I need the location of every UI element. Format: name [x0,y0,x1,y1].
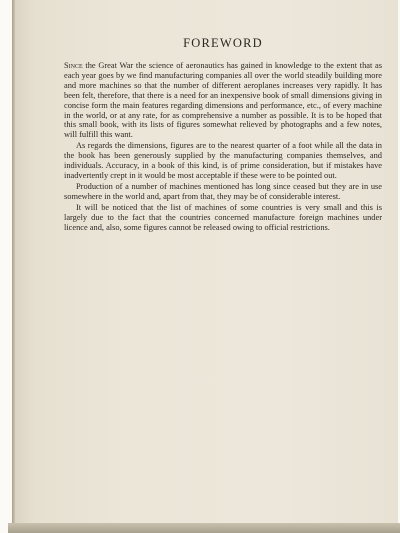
foreword-heading: FOREWORD [183,36,263,50]
page-gutter [12,0,15,533]
paragraph-1-text: the Great War the science of aeronautics has gained in knowledge to the extent that as each year goes by we find manufacturing companies all over the world steadily building more and more machines so that the number of different aeroplanes increases very rapidly. It has been felt, therefore, that there is a need for an inexpensive book of small dimensions giving in concise form the main features regarding dimensions and performance, etc., of every machine in the world, or at any rate, for as comprehensive a number as possible. It is to be hoped that this small book, with its lists of figures somewhat relieved by photographs and a few notes, will fulfill this want. [64,61,382,140]
book-cover-edge [8,523,400,533]
foreword-text [64,36,382,233]
paragraph-2: As regards the dimensions, figures are to the nearest quarter of a foot while all the data in the book has been generously supplied by the manufacturing companies themselves, and individuals. Accuracy, in a book of this kind, is of prime consideration, but if mistakes have inadvertently crept in it would be most acceptable if these were to be pointed out. [64,141,382,180]
lead-word: Since [64,61,83,70]
paragraph-1 [64,61,382,140]
paragraph-3: Production of a number of machines mentioned has long since ceased but they are in use somewhere in the world and, apart from that, they may be of considerable interest. [64,181,382,201]
paragraph-4: It will be noticed that the list of machines of some countries is very small and this is largely due to the fact that the countries concerned manufacture foreign machines under licence and, also, some figures cannot be released owing to official restrictions. [64,202,382,232]
